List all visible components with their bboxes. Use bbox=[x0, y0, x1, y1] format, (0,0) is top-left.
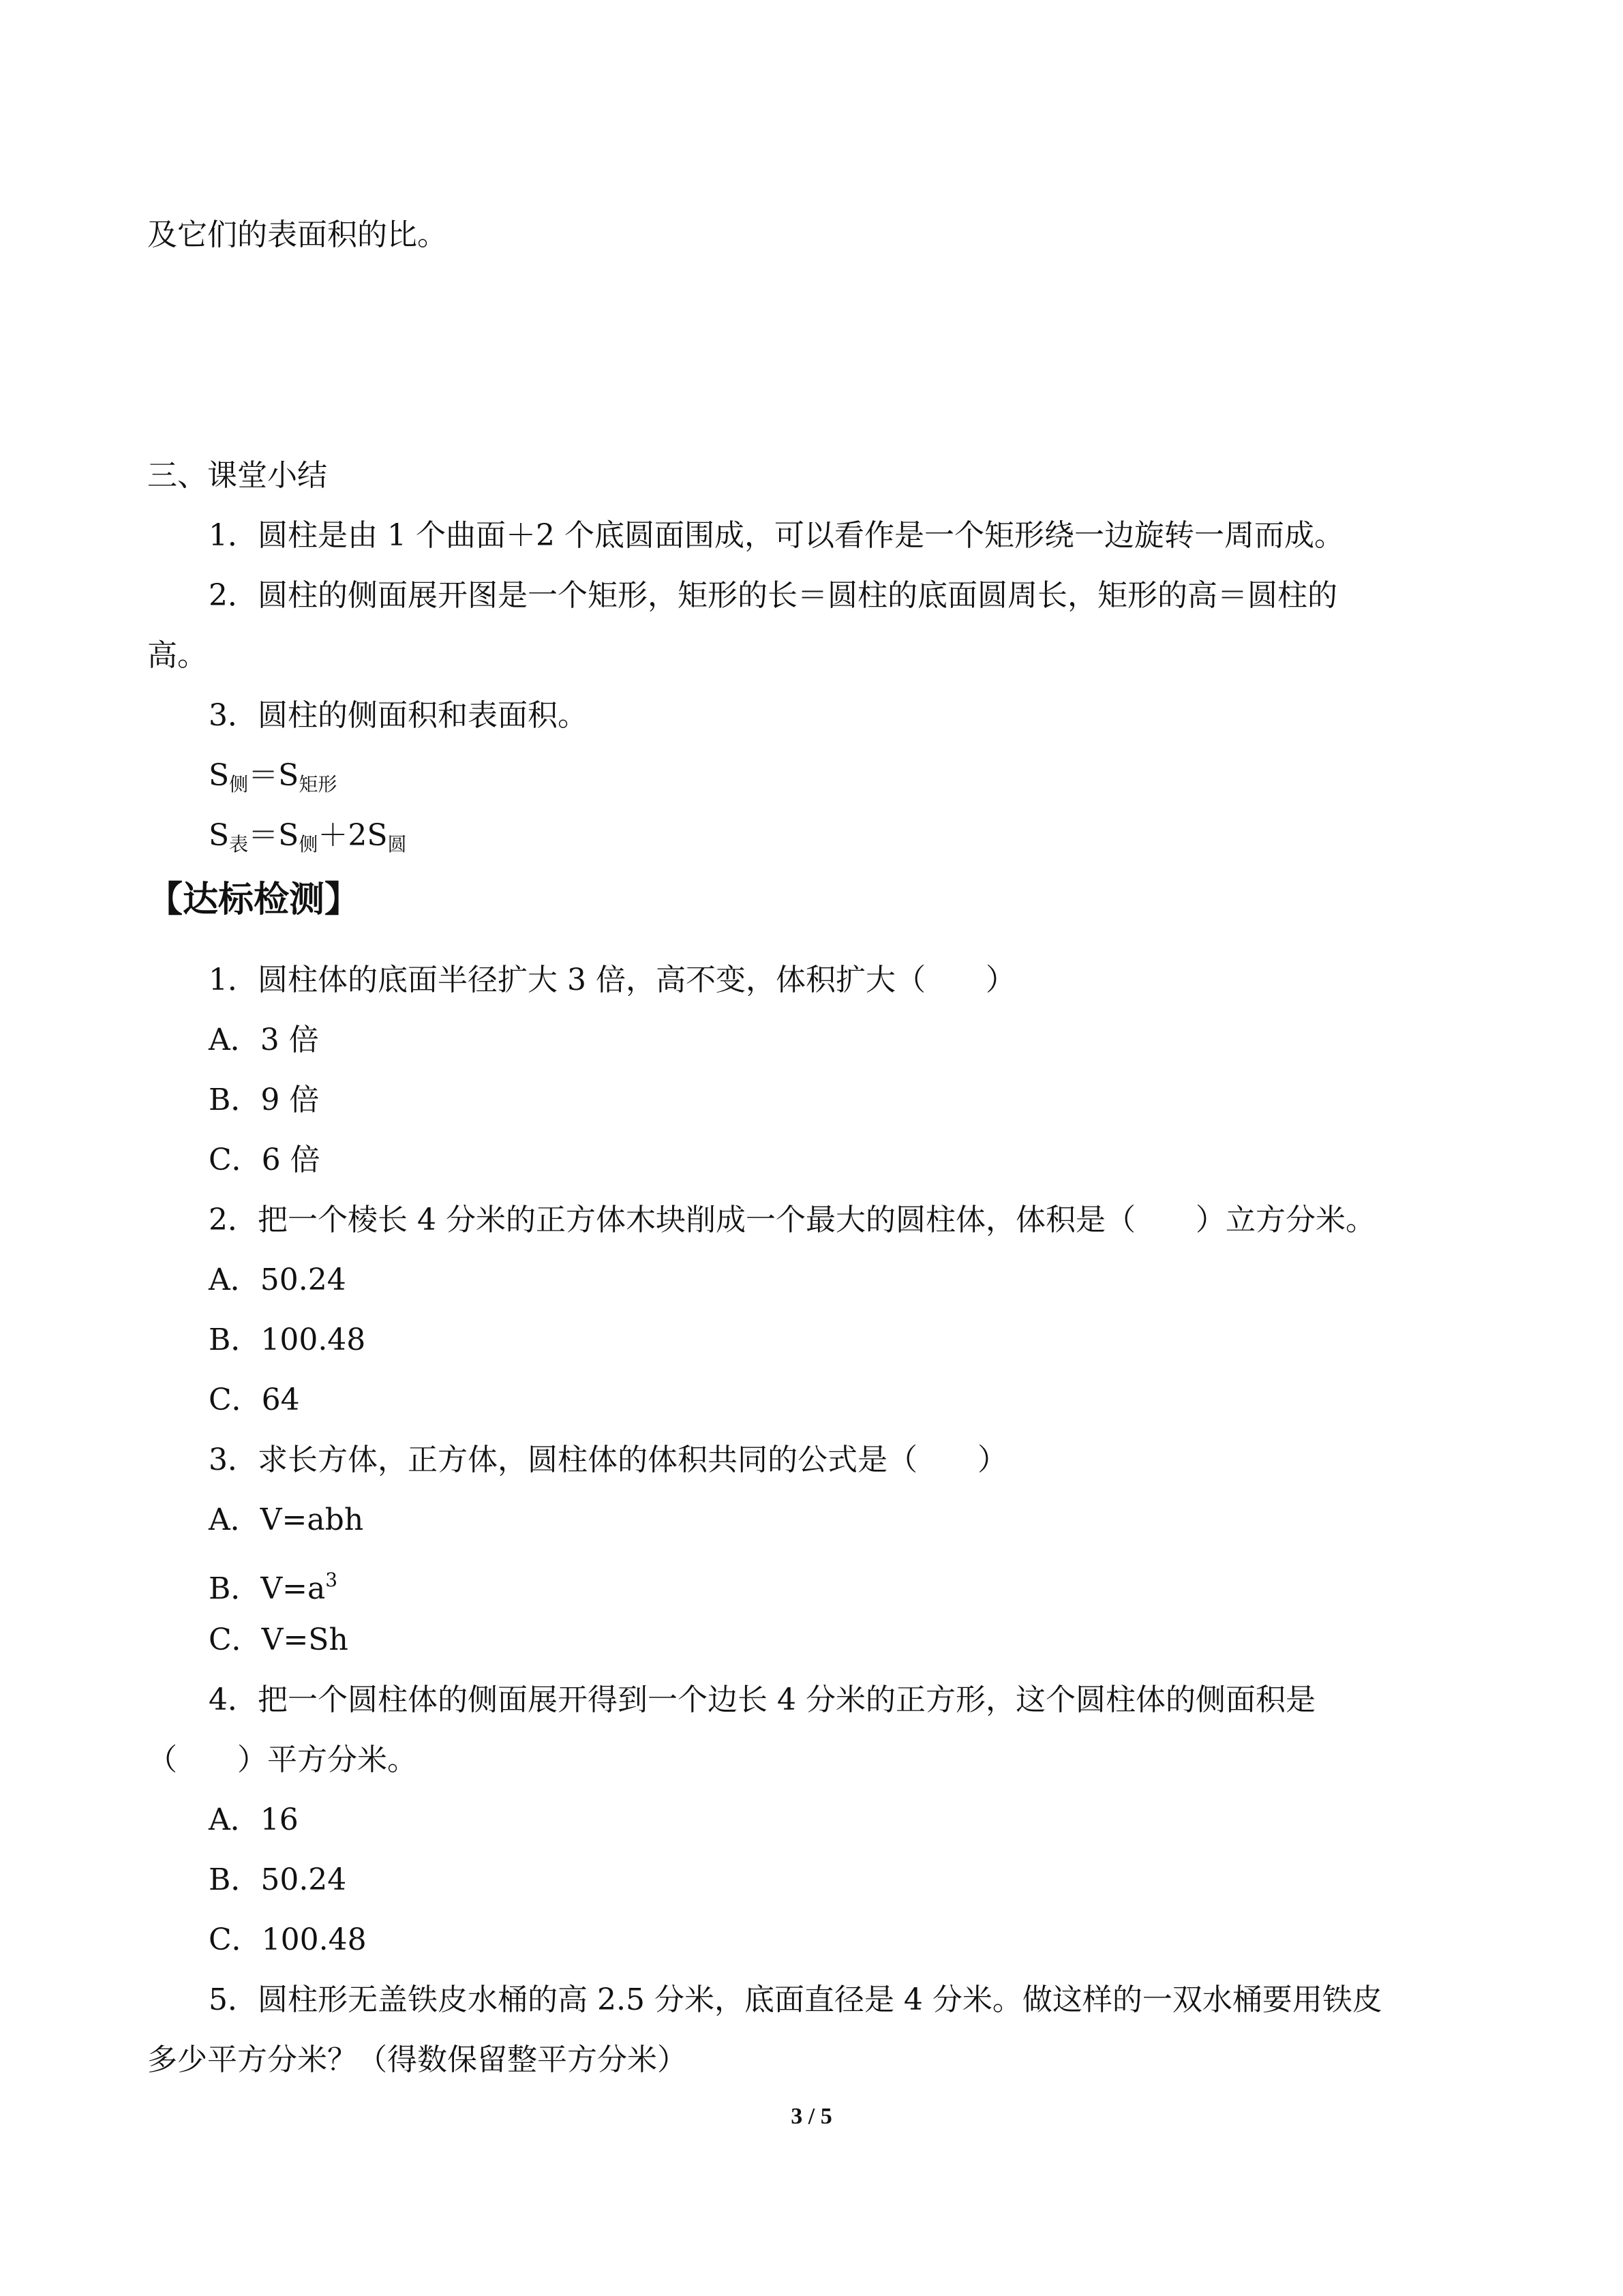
question-1-option-a: A．3 倍 bbox=[209, 1023, 319, 1057]
summary-item-2-line-2: 高。 bbox=[147, 638, 207, 673]
formula-plus: ＋2S bbox=[318, 818, 388, 853]
question-3-option-c: C．V=Sh bbox=[209, 1622, 348, 1657]
question-2: 2．把一个棱长 4 分米的正方体木块削成一个最大的圆柱体，体积是（ ）立方分米。 bbox=[209, 1203, 1376, 1237]
question-4-option-c: C．100.48 bbox=[209, 1922, 367, 1957]
summary-item-3: 3．圆柱的侧面积和表面积。 bbox=[209, 698, 588, 733]
formula-subscript: 侧 bbox=[299, 833, 318, 856]
question-2-option-b: B．100.48 bbox=[209, 1323, 366, 1357]
question-3-option-a: A．V=abh bbox=[209, 1502, 364, 1537]
question-1: 1．圆柱体的底面半径扩大 3 倍，高不变，体积扩大（ ） bbox=[209, 963, 1016, 997]
question-4-line-1: 4．把一个圆柱体的侧面展开得到一个边长 4 分米的正方形，这个圆柱体的侧面积是 bbox=[209, 1682, 1316, 1717]
question-3: 3．求长方体，正方体，圆柱体的体积共同的公式是（ ） bbox=[209, 1442, 1007, 1477]
formula-subscript: 侧 bbox=[229, 773, 249, 796]
question-4-line-2: （ ）平方分米。 bbox=[147, 1742, 417, 1777]
page-number: 3 / 5 bbox=[791, 2104, 832, 2129]
formula-symbol: S bbox=[209, 818, 230, 853]
summary-item-2-line-1: 2．圆柱的侧面展开图是一个矩形，矩形的长＝圆柱的底面圆周长，矩形的高＝圆柱的 bbox=[209, 578, 1337, 613]
formula-equals: ＝S bbox=[248, 818, 299, 853]
question-1-option-b: B．9 倍 bbox=[209, 1083, 320, 1117]
exponent: 3 bbox=[325, 1569, 338, 1591]
formula-subscript: 矩形 bbox=[299, 773, 337, 796]
formula-subscript: 表 bbox=[229, 833, 249, 856]
formula-subscript: 圆 bbox=[387, 833, 407, 856]
question-3-option-b bbox=[209, 1560, 337, 1610]
formula-surface-area bbox=[209, 815, 407, 865]
formula-equals: ＝S bbox=[248, 758, 299, 793]
summary-item-1: 1．圆柱是由 1 个曲面＋2 个底圆面围成，可以看作是一个矩形绕一边旋转一周而成。 bbox=[209, 518, 1344, 553]
formula-lateral-area bbox=[209, 755, 337, 805]
question-1-option-c: C．6 倍 bbox=[209, 1143, 320, 1177]
intro-continuation: 及它们的表面积的比。 bbox=[147, 217, 447, 252]
question-4-option-b: B．50.24 bbox=[209, 1862, 347, 1897]
question-5-line-1: 5．圆柱形无盖铁皮水桶的高 2.5 分米，底面直径是 4 分米。做这样的一双水桶要用铁皮 bbox=[209, 1982, 1382, 2017]
formula-symbol: S bbox=[209, 758, 230, 793]
question-4-option-a: A．16 bbox=[209, 1802, 299, 1837]
question-5-line-2: 多少平方分米？（得数保留整平方分米） bbox=[147, 2042, 687, 2077]
summary-title: 三、课堂小结 bbox=[147, 458, 327, 493]
test-section-title: 【达标检测】 bbox=[147, 879, 361, 920]
option-b-text: B．V=a bbox=[209, 1571, 326, 1606]
question-2-option-c: C．64 bbox=[209, 1383, 300, 1417]
question-2-option-a: A．50.24 bbox=[209, 1263, 346, 1297]
